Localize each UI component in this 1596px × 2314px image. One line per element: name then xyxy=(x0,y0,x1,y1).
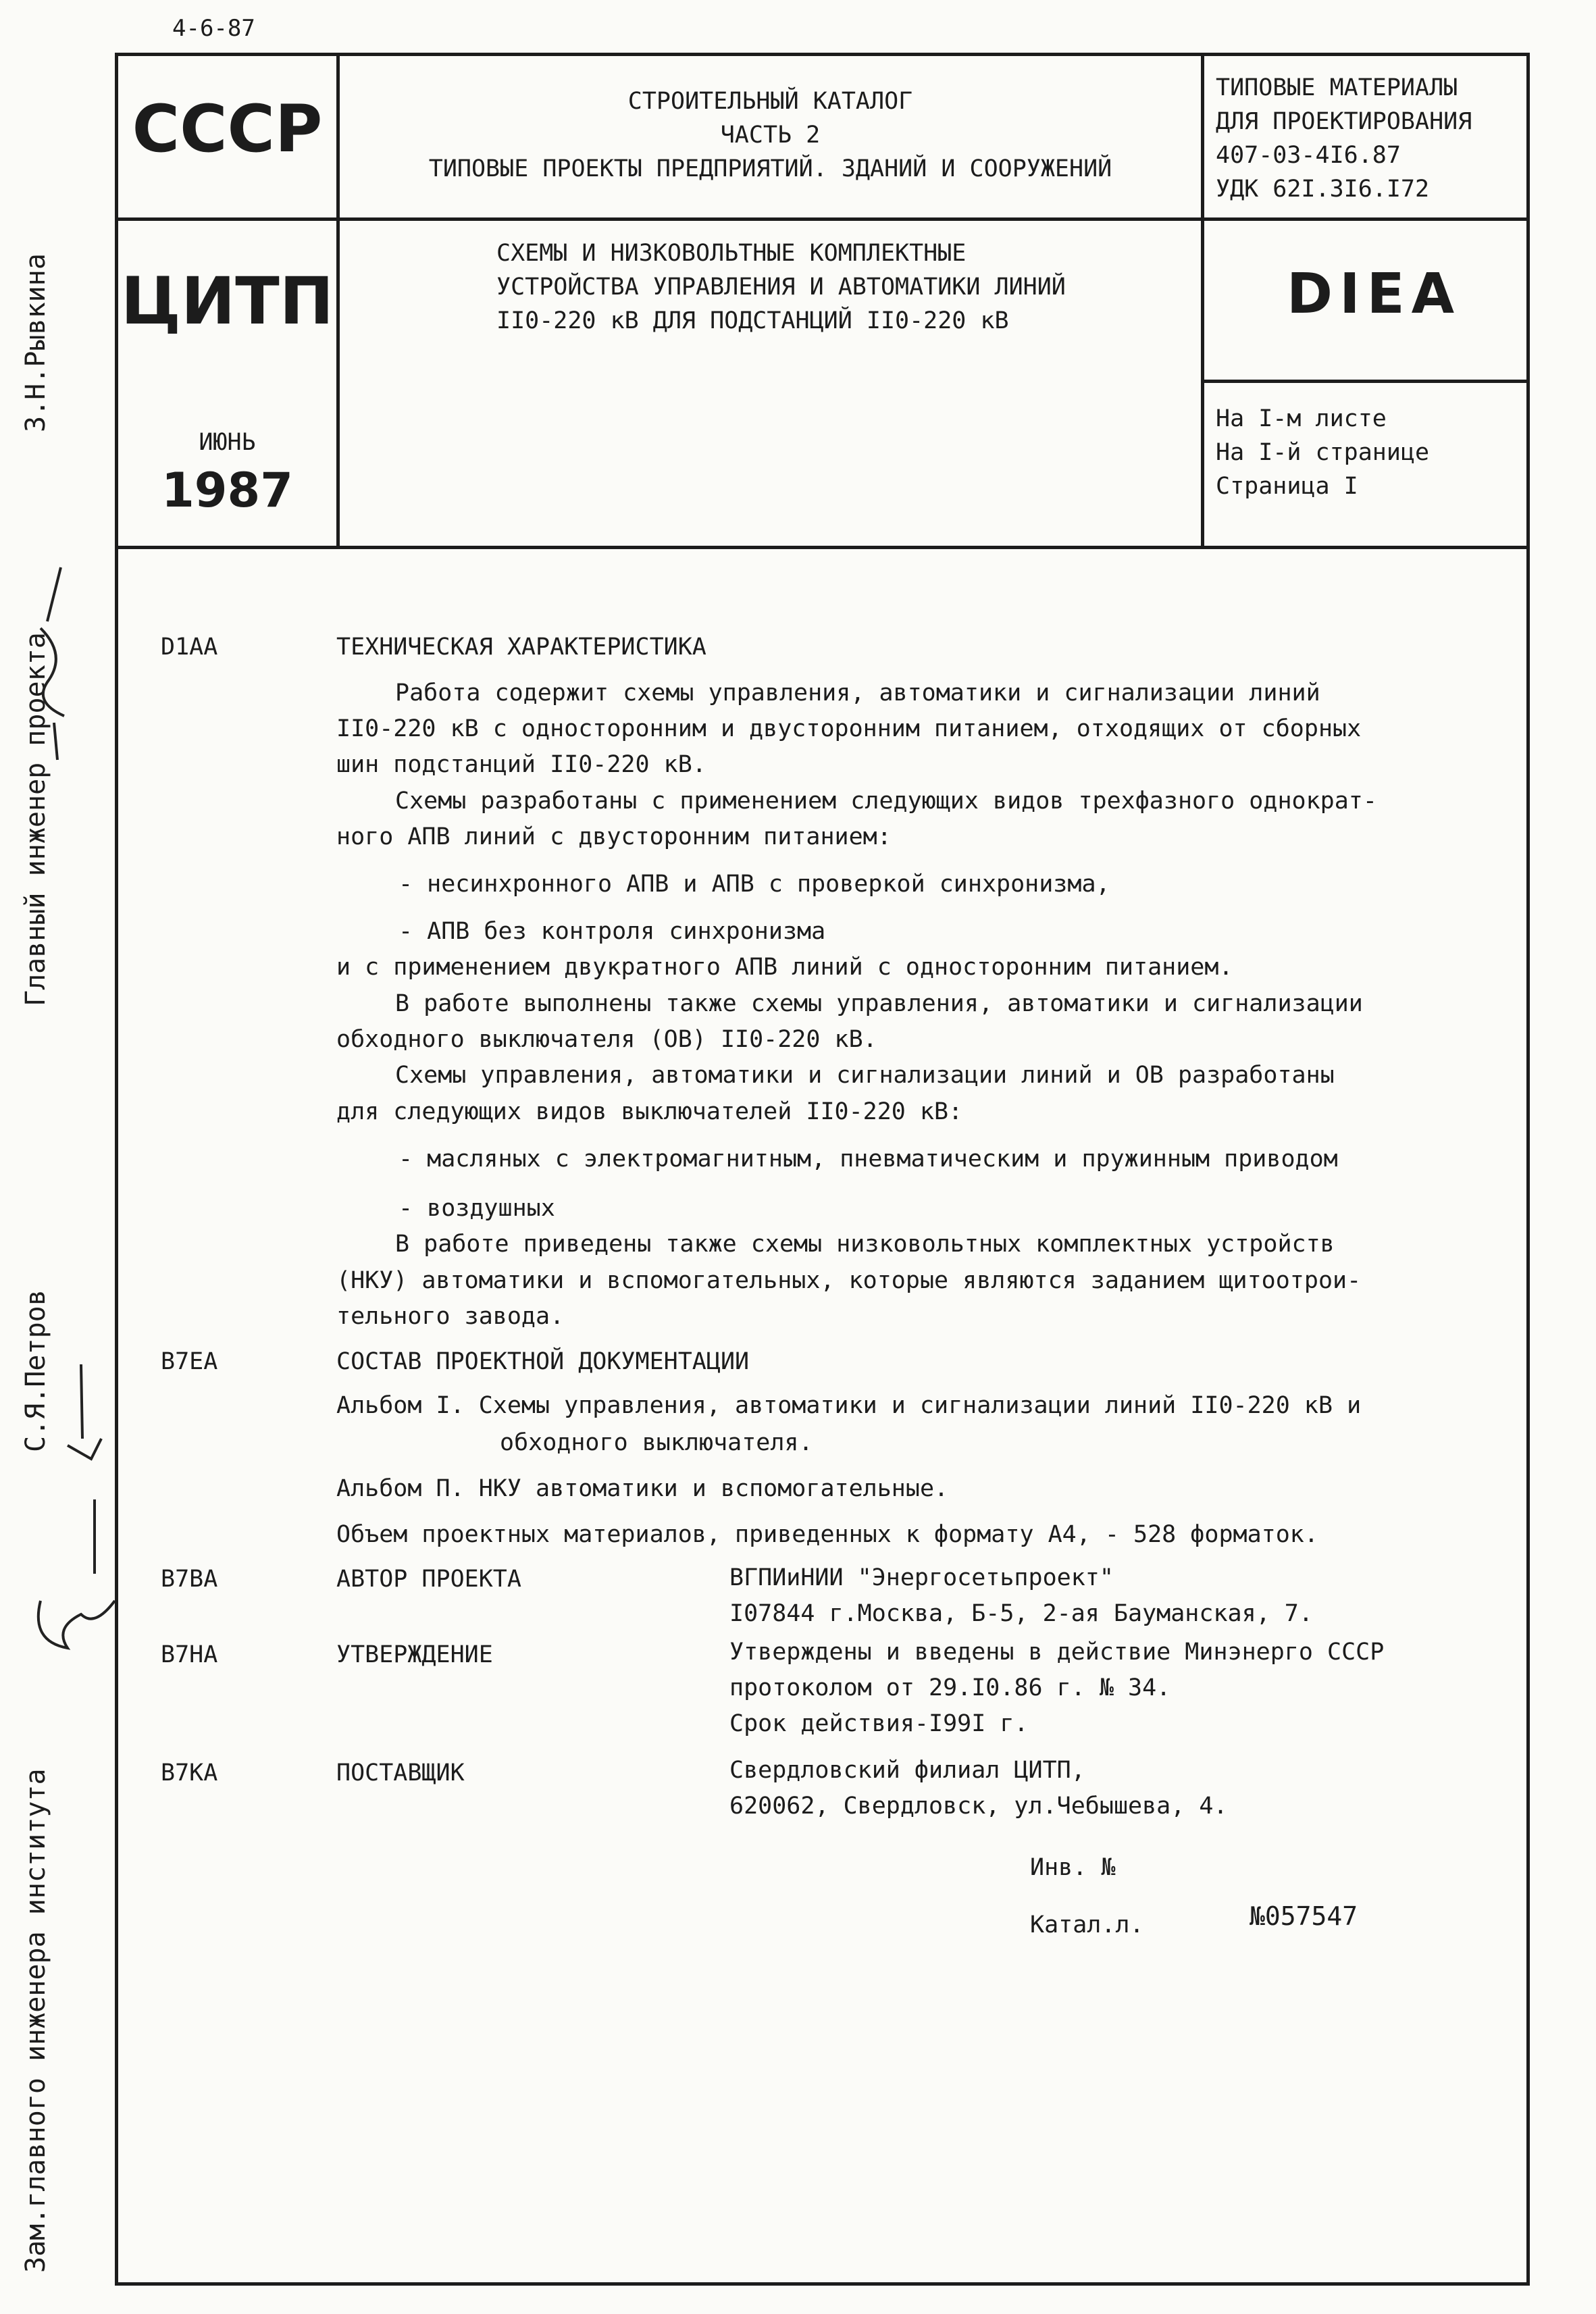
supplier-details xyxy=(729,1753,1228,1824)
body-line: Работа содержит схемы управления, автоматики и сигнализации линий xyxy=(395,679,1320,706)
body-line: В работе выполнены также схемы управления, автоматики и сигнализации xyxy=(395,990,1363,1017)
body-line: Схемы разработаны с применением следующих видов трехфазного однократ- xyxy=(395,788,1377,815)
side-label-chief-engineer: Главный инженер проекта xyxy=(20,632,51,1006)
type-line: ТИПОВЫЕ МАТЕРИАЛЫ xyxy=(1216,74,1458,101)
volume-line: Объем проектных материалов, приведенных к формату А4, - 528 форматок. xyxy=(336,1521,1318,1548)
section-heading: УТВЕРЖДЕНИЕ xyxy=(336,1641,493,1668)
author-line: ВГПИиНИИ "Энергосетьпроект" xyxy=(729,1564,1114,1591)
section-code: D1AA xyxy=(161,634,218,661)
approval-line: протоколом от 29.I0.86 г. № 34. xyxy=(729,1674,1171,1701)
catalog-number: №057547 xyxy=(1250,1901,1358,1931)
header-divider-row1 xyxy=(115,217,1530,221)
sheet-line: Страница I xyxy=(1216,473,1358,500)
signature-deputy-chief xyxy=(27,1358,122,1736)
section-heading: ПОСТАВЩИК xyxy=(336,1759,465,1786)
header-divider-right xyxy=(1201,53,1204,549)
body-line: тельного завода. xyxy=(336,1303,565,1330)
section-heading: СОСТАВ ПРОЕКТНОЙ ДОКУМЕНТАЦИИ xyxy=(336,1348,750,1375)
body-line: для следующих видов выключателей II0-220 кВ: xyxy=(336,1098,963,1125)
side-label-deputy-name: С.Я.Петров xyxy=(20,1289,51,1452)
body-line: - масляных с электромагнитным, пневматическим и пружинным приводом xyxy=(398,1146,1338,1173)
sheet-line: На I-м листе xyxy=(1216,405,1387,432)
classification-code: DIEA xyxy=(1287,262,1462,326)
section-heading: АВТОР ПРОЕКТА xyxy=(336,1566,521,1593)
supplier-line: 620062, Свердловск, ул.Чебышева, 4. xyxy=(729,1793,1228,1820)
catalog-sheet-label: Катал.л. xyxy=(1030,1911,1144,1938)
album-2-line: Альбом П. НКУ автоматики и вспомогательные. xyxy=(336,1475,949,1502)
title-line: УСТРОЙСТВА УПРАВЛЕНИЯ И АВТОМАТИКИ ЛИНИЙ xyxy=(496,274,1066,301)
org-label: ЦИТП xyxy=(120,263,334,339)
country-label: СССР xyxy=(132,91,323,167)
body-line: Схемы управления, автоматики и сигнализации линий и ОВ разработаны xyxy=(395,1062,1335,1089)
catalog-line: ЧАСТЬ 2 xyxy=(720,122,821,149)
title-line: II0-220 кВ ДЛЯ ПОДСТАНЦИЙ II0-220 кВ xyxy=(496,307,1009,334)
section-code: B7EA xyxy=(161,1348,218,1375)
body-line: - воздушных xyxy=(398,1195,555,1222)
side-label-chief-engineer-name: З.Н.Рывкина xyxy=(20,253,51,432)
body-line: и с применением двукратного АПВ линий с односторонним питанием. xyxy=(336,954,1233,981)
body-line: В работе приведены также схемы низковольтных комплектных устройств xyxy=(395,1231,1335,1258)
body-line: обходного выключателя (ОВ) II0-220 кВ. xyxy=(336,1026,877,1053)
body-line: - АПВ без контроля синхронизма xyxy=(398,918,826,945)
signature-chief-engineer xyxy=(27,561,81,763)
year-label: 1987 xyxy=(161,463,293,518)
section-heading: ТЕХНИЧЕСКАЯ ХАРАКТЕРИСТИКА xyxy=(336,634,706,661)
side-label-deputy-chief: Зам.главного инженера института xyxy=(20,1768,51,2273)
document-code: 4-6-87 xyxy=(172,15,255,42)
approval-details xyxy=(729,1635,1384,1742)
section-code: B7HA xyxy=(161,1641,218,1668)
body-line: шин подстанций II0-220 кВ. xyxy=(336,751,706,778)
body-line: - несинхронного АПВ и АПВ с проверкой синхронизма, xyxy=(398,871,1110,898)
inventory-label: Инв. № xyxy=(1030,1854,1116,1881)
catalog-block xyxy=(340,84,1201,186)
catalog-line: ТИПОВЫЕ ПРОЕКТЫ ПРЕДПРИЯТИЙ. ЗДАНИЙ И СООРУЖЕНИЙ xyxy=(428,155,1112,182)
sheet-line: На I-й странице xyxy=(1216,439,1430,466)
section-code: B7KA xyxy=(161,1759,218,1786)
type-line: 407-03-4I6.87 xyxy=(1216,142,1401,169)
type-materials-block xyxy=(1216,71,1472,206)
title-line: СХЕМЫ И НИЗКОВОЛЬТНЫЕ КОМПЛЕКТНЫЕ xyxy=(496,240,967,267)
approval-line: Утверждены и введены в действие Минэнерго СССР xyxy=(729,1639,1385,1666)
album-1-line: Альбом I. Схемы управления, автоматики и сигнализации линий II0-220 кВ и xyxy=(336,1392,1362,1419)
body-line: II0-220 кВ с односторонним и двусторонним питанием, отходящих от сборных xyxy=(336,715,1362,742)
section-code: B7BA xyxy=(161,1566,218,1593)
sheet-info-block xyxy=(1216,402,1429,503)
supplier-line: Свердловский филиал ЦИТП, xyxy=(729,1757,1085,1784)
approval-line: Срок действия-I99I г. xyxy=(729,1710,1029,1737)
month-label: ИЮНЬ xyxy=(199,429,256,456)
type-line: ДЛЯ ПРОЕКТИРОВАНИЯ xyxy=(1216,108,1472,135)
album-1-line: обходного выключателя. xyxy=(500,1429,813,1456)
title-block xyxy=(496,236,1066,338)
catalog-line: СТРОИТЕЛЬНЫЙ КАТАЛОГ xyxy=(627,88,913,115)
body-line: ного АПВ линий с двусторонним питанием: xyxy=(336,823,892,850)
author-details xyxy=(729,1560,1313,1632)
header-divider-bottom xyxy=(115,546,1530,549)
header-divider-row2 xyxy=(1201,380,1530,383)
body-line: (НКУ) автоматики и вспомогательных, которые являются заданием щитоотрои- xyxy=(336,1267,1362,1294)
type-line: УДК 62I.3I6.I72 xyxy=(1216,176,1430,203)
author-line: I07844 г.Москва, Б-5, 2-ая Бауманская, 7. xyxy=(729,1600,1313,1627)
